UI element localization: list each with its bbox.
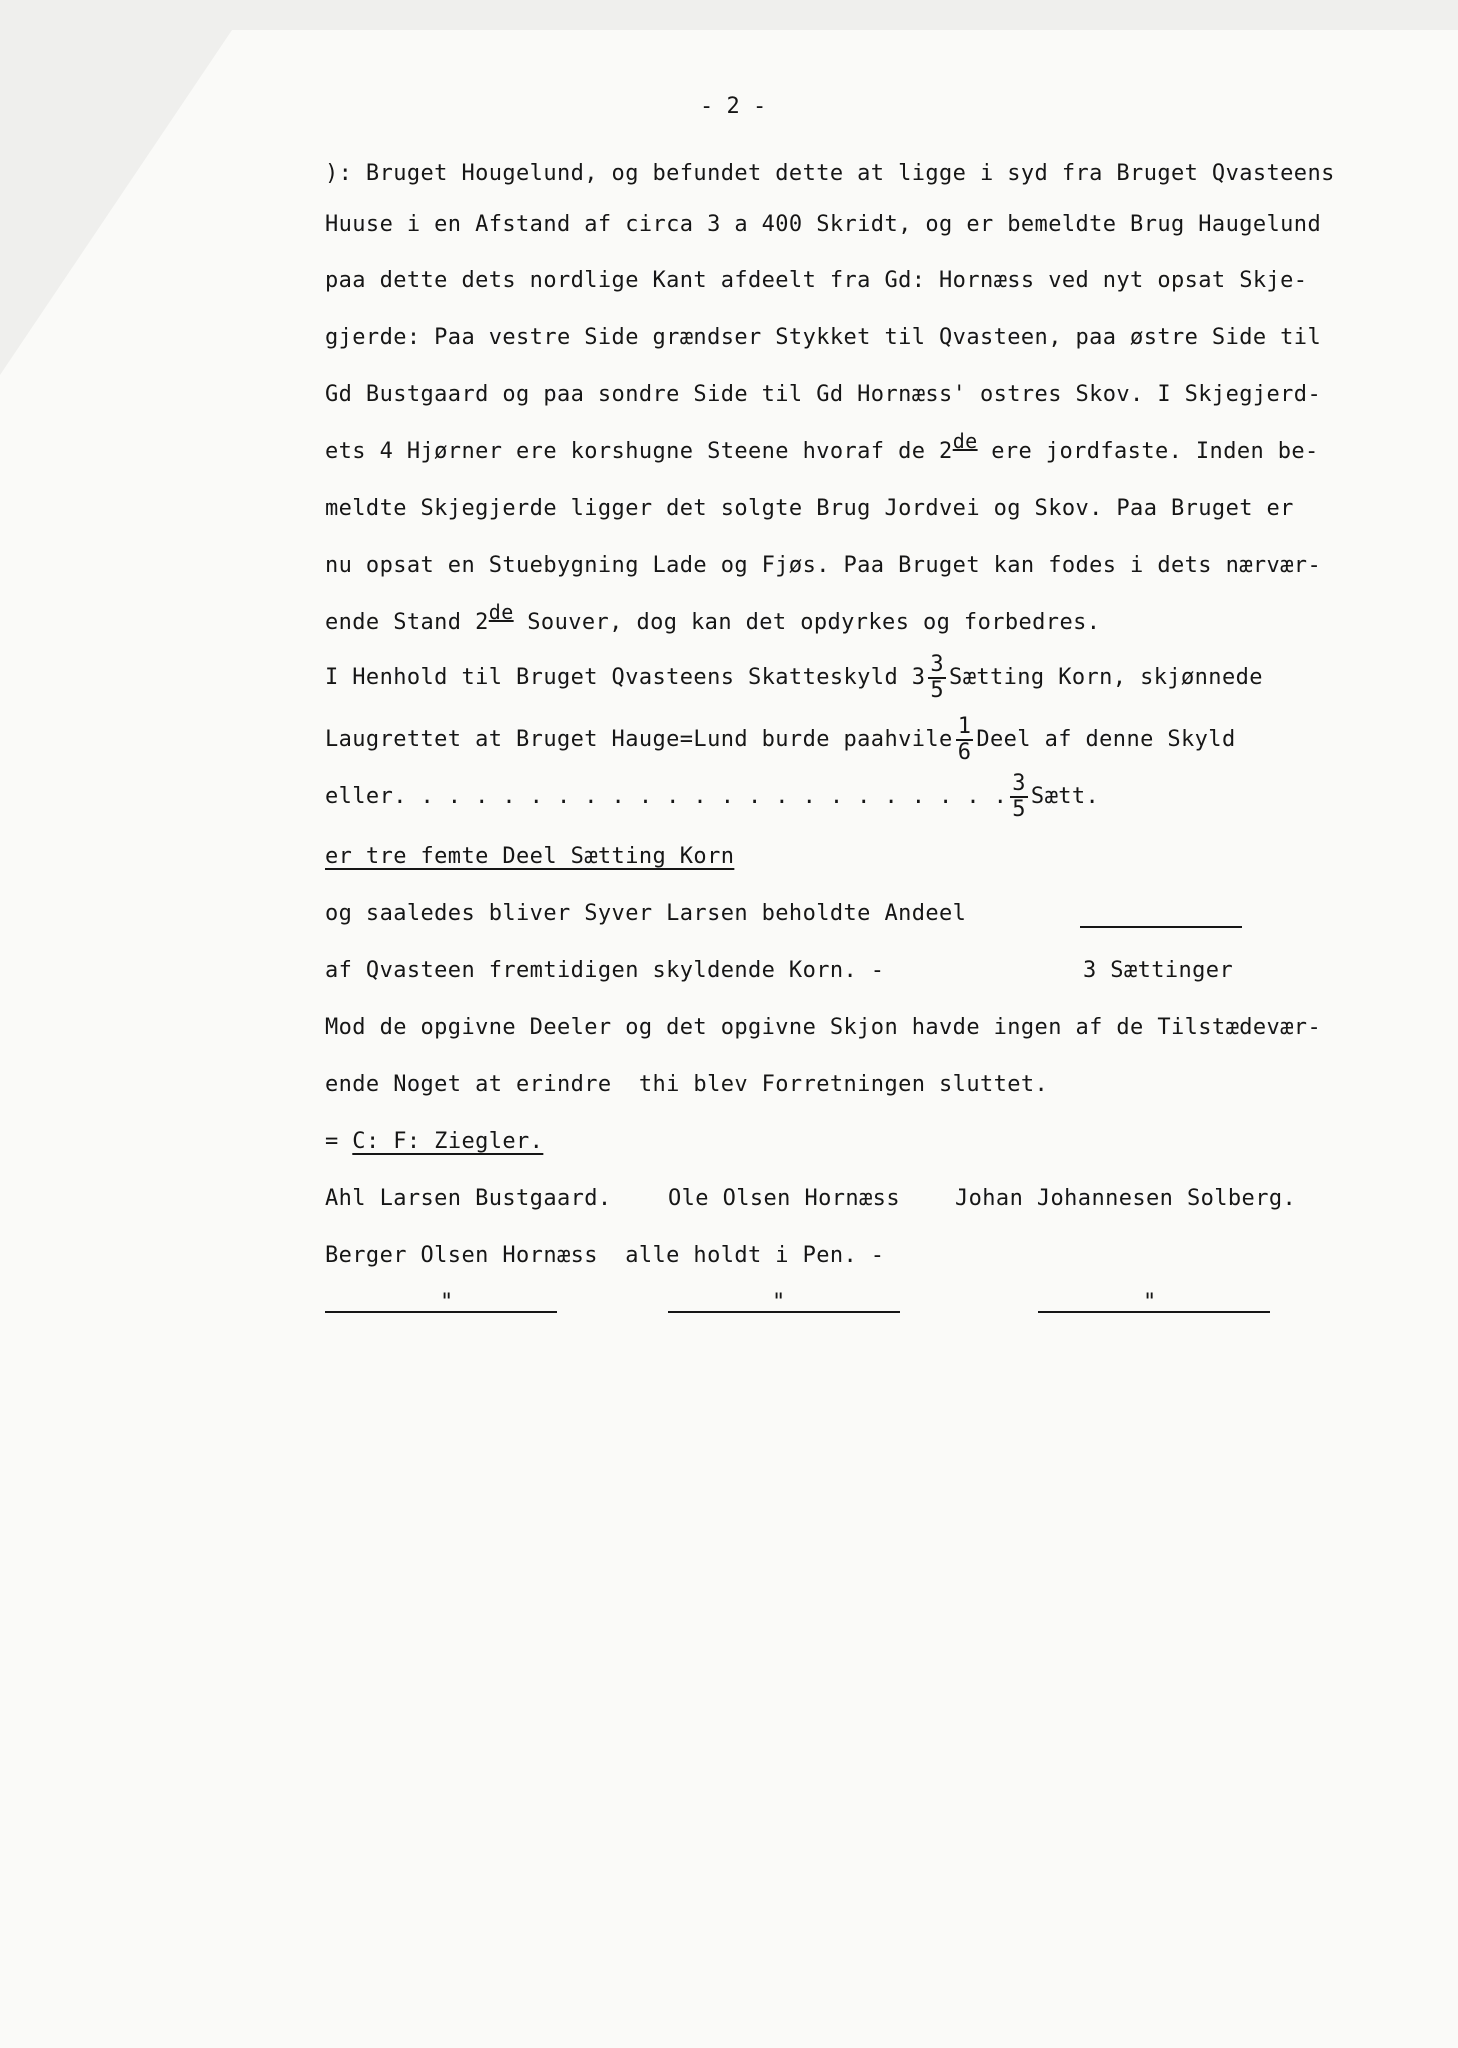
fraction	[956, 715, 974, 765]
text-segment: Souver, dog kan det opdyrkes og forbedres.	[513, 610, 1101, 635]
signature-name: C: F: Ziegler.	[352, 1129, 544, 1154]
text-line-5: Gd Bustgaard og paa sondre Side til Gd Hornæss' ostres Skov. I Skjegjerd-	[325, 382, 1322, 407]
page-number: - 2 -	[700, 94, 767, 119]
text-line-9	[325, 600, 1400, 638]
text-segment: I Henhold til Bruget Qvasteens Skatteskyld 3	[325, 665, 926, 690]
text-line-6	[325, 429, 1400, 467]
fraction-denominator: 6	[957, 740, 972, 765]
text-segment: Laugrettet at Bruget Hauge=Lund burde paahvile	[325, 727, 953, 752]
text-segment: =	[325, 1129, 353, 1154]
ordinal-superscript: de	[488, 600, 514, 624]
fraction-denominator: 5	[1012, 797, 1026, 822]
text-line-4: gjerde: Paa vestre Side grændser Stykket til Qvasteen, paa østre Side til	[325, 325, 1322, 350]
text-segment: ets 4 Hjørner ere korshugne Steene hvoraf de 2	[325, 439, 953, 464]
ditto-mark-1: "	[440, 1290, 454, 1315]
text-line-2: Huuse i en Afstand af circa 3 a 400 Skridt, og er bemeldte Brug Haugelund	[325, 212, 1322, 237]
fraction	[1010, 772, 1028, 822]
signatory-2: Ole Olsen Hornæss	[668, 1186, 900, 1211]
sum-rule	[1080, 926, 1242, 928]
fraction-numerator: 3	[1012, 771, 1026, 796]
text-line-13: er tre femte Deel Sætting Korn	[325, 844, 735, 869]
text-segment: Deel af denne Skyld	[976, 727, 1236, 752]
ditto-mark-2: "	[772, 1290, 786, 1315]
total-value: 3 Sættinger	[1083, 958, 1234, 983]
fraction-denominator: 5	[930, 678, 945, 703]
text-line-3: paa dette dets nordlige Kant afdeelt fra Gd: Hornæss ved nyt opsat Skje-	[325, 268, 1308, 293]
text-segment: Sætt.	[1030, 784, 1100, 809]
text-segment: eller. . . . . . . . . . . . . . . . . . . . . . .	[325, 784, 1008, 809]
text-line-17: ende Noget at erindre thi blev Forretningen sluttet.	[325, 1072, 1049, 1097]
fraction-numerator: 3	[930, 652, 945, 677]
text-segment: ende Stand 2	[325, 610, 489, 635]
text-line-11	[325, 715, 1400, 765]
text-segment: Sætting Korn, skjønnede	[949, 665, 1263, 690]
text-segment: ere jordfaste. Inden be-	[977, 439, 1319, 464]
signatory-4: Berger Olsen Hornæss alle holdt i Pen. -	[325, 1243, 885, 1268]
text-line-15: af Qvasteen fremtidigen skyldende Korn. -	[325, 958, 885, 983]
text-line-12	[325, 772, 1400, 822]
fraction-numerator: 1	[957, 714, 972, 739]
text-line-1: ): Bruget Hougelund, og befundet dette at ligge i syd fra Bruget Qvasteens	[325, 161, 1335, 186]
fraction	[928, 653, 946, 703]
signatory-1: Ahl Larsen Bustgaard.	[325, 1186, 612, 1211]
ordinal-superscript: de	[952, 429, 978, 453]
text-line-8: nu opsat en Stuebygning Lade og Fjøs. Paa Bruget kan fodes i dets nærvær-	[325, 553, 1322, 578]
signatory-3: Johan Johannesen Solberg.	[955, 1186, 1297, 1211]
text-line-7: meldte Skjegjerde ligger det solgte Brug Jordvei og Skov. Paa Bruget er	[325, 496, 1294, 521]
ditto-mark-3: "	[1143, 1290, 1157, 1315]
text-line-14: og saaledes bliver Syver Larsen beholdte Andeel	[325, 901, 967, 926]
text-line-18	[325, 1127, 1400, 1157]
text-line-10	[325, 653, 1400, 703]
text-line-16: Mod de opgivne Deeler og det opgivne Skjon havde ingen af de Tilstædevær-	[325, 1015, 1322, 1040]
